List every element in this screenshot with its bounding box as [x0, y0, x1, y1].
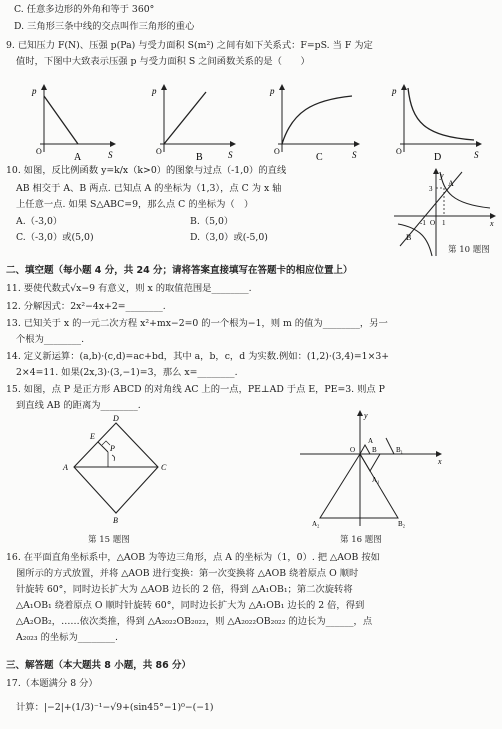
q15-text-2: 到直线 AB 的距离为________.: [16, 400, 141, 411]
origin-label: O: [274, 147, 280, 156]
figure-15: [60, 415, 170, 525]
fig10-x-label: x: [490, 219, 494, 228]
fig10-a-label: A: [448, 179, 454, 188]
q9-text-2: 值时，下图中大致表示压强 p 与受力面积 S 之间函数关系的是（ ）: [16, 56, 310, 67]
fig16-label-b1: B₁: [396, 446, 404, 454]
q12-text: 12. 分解因式：2x²−4x+2=________.: [6, 301, 166, 312]
fig15-label-a: A: [63, 463, 68, 472]
section-2-title: 二、填空题（每小题 4 分，共 24 分；请将答案直接填写在答题卡的相应位置上）: [6, 265, 353, 276]
fig16-label-a2: A₂: [312, 520, 320, 528]
axis-label-p: p: [152, 86, 157, 96]
q10-text-3: 上任意一点. 如果 S△ABC=9，那么点 C 的坐标为（ ）: [16, 199, 254, 210]
fig15-label-c: C: [161, 463, 167, 472]
axis-label-s: S: [352, 150, 357, 160]
q11-text: 11. 要使代数式√x−9 有意义，则 x 的取值范围是________.: [6, 283, 252, 294]
axis-label-p: p: [32, 86, 37, 96]
axis-label-s: S: [474, 150, 479, 160]
fig15-label-b: B: [113, 516, 118, 525]
q16-text-4: △A₁OB₁ 绕着原点 O 顺时针旋转 60°，同时边长扩大为 △A₁OB₁ 边长的 2 倍，得到: [16, 600, 365, 611]
fig16-x-label: x: [438, 457, 442, 466]
q14-text-2: 2×4=11. 如果(2x,3)·(3,−1)=3，那么 x=________.: [16, 367, 238, 378]
fig10-origin: O: [430, 219, 436, 227]
q9-graph-a: [30, 82, 120, 162]
option-label-b: B: [196, 152, 203, 163]
q16-text-1: 16. 在平面直角坐标系中，△AOB 为等边三角形，点 A 的坐标为（1，0）. 把 △AOB 按如: [6, 552, 380, 563]
q16-text-3: 针旋转 60°，同时边长扩大为 △AOB 边长的 2 倍，得到 △A₁OB₁；第二次旋转将: [16, 584, 353, 595]
fig15-label-d: D: [113, 414, 119, 423]
fig16-origin: O: [350, 446, 356, 454]
q8-option-c: C. 任意多边形的外角和等于 360°: [14, 4, 155, 15]
origin-label: O: [396, 147, 402, 156]
q9-graph-c: [268, 82, 368, 162]
section-3-title: 三、解答题（本大题共 8 小题，共 86 分）: [6, 660, 192, 671]
q14-text-1: 14. 定义新运算：(a,b)·(c,d)=ac+bd，其中 a，b，c，d 为实数.例如：(1,2)·(3,4)=1×3+: [6, 351, 390, 362]
axis-label-s: S: [228, 150, 233, 160]
q10-option-b: B.（5,0）: [190, 216, 234, 227]
q16-text-2: 图所示的方式放置，并将 △AOB 进行变换：第一次变换将 △AOB 绕着原点 O 顺时: [16, 568, 359, 579]
origin-label: O: [36, 147, 42, 156]
option-label-c: C: [316, 152, 323, 163]
figure-10-caption: 第 10 题图: [448, 245, 490, 255]
q17-expression: 计算：|−2|+(1/3)⁻¹−√9+(sin45°−1)⁰−(−1): [16, 702, 214, 713]
q13-text-2: 个根为________.: [16, 334, 85, 345]
fig16-y-label: y: [364, 411, 368, 420]
fig16-label-a1: A₁: [372, 476, 380, 484]
fig15-label-e: E: [90, 432, 95, 441]
q15-text-1: 15. 如图，点 P 是正方形 ABCD 的对角线 AC 上的一点，PE⊥AD 于点 E，PE=3. 则点 P: [6, 384, 385, 395]
option-label-a: A: [74, 152, 82, 163]
option-label-d: D: [434, 152, 442, 163]
figure-15-caption: 第 15 题图: [88, 535, 130, 545]
axis-label-p: p: [270, 86, 275, 96]
origin-label: O: [156, 147, 162, 156]
q10-option-d: D.（3,0）或(-5,0): [190, 232, 268, 243]
fig15-label-p: P: [110, 444, 115, 453]
figure-16-caption: 第 16 题图: [340, 535, 382, 545]
fig16-label-a: A: [368, 437, 374, 445]
q13-text-1: 13. 已知关于 x 的一元二次方程 x²+mx−2=0 的一个根为−1，则 m 的值为________，另一: [6, 318, 388, 329]
fig16-label-b2: B₂: [398, 520, 406, 528]
axis-label-p: p: [392, 86, 397, 96]
q9-text-1: 9. 已知压力 F(N)、压强 p(Pa) 与受力面积 S(m²) 之间有如下关系式：F=pS. 当 F 为定: [6, 40, 373, 51]
q10-option-c: C.（-3,0）或(5,0): [16, 232, 94, 243]
q8-option-d: D. 三角形三条中线的交点叫作三角形的重心: [14, 21, 195, 32]
q10-option-a: A.（-3,0）: [16, 216, 63, 227]
q16-text-6: A₂₀₂₃ 的坐标为________.: [16, 632, 118, 643]
fig10-y-label: y: [440, 171, 444, 180]
q16-text-5: △A₂OB₂，……依次类推，得到 △A₂₀₂₂OB₂₀₂₂，则 △A₂₀₂₂OB₂₀₂₂ 的边长为______，点: [16, 616, 373, 627]
axis-label-s: S: [108, 150, 113, 160]
q17-title: 17.（本题满分 8 分）: [6, 678, 98, 689]
fig10-tick-3: 3: [429, 185, 433, 193]
q10-text-1: 10. 如图，反比例函数 y=k/x（k>0）的图象与过点（-1,0）的直线: [6, 165, 287, 176]
fig16-label-b: B: [372, 446, 377, 454]
q9-graph-b: [150, 82, 240, 162]
fig10-tick-1: 1: [442, 219, 446, 227]
figure-16: [298, 408, 448, 528]
q9-graph-d: [390, 82, 490, 162]
fig10-tick-neg1: -1: [420, 219, 426, 227]
q10-text-2: AB 相交于 A、B 两点. 已知点 A 的坐标为（1,3），点 C 为 x 轴: [16, 183, 282, 194]
fig10-b-label: B: [406, 233, 412, 242]
